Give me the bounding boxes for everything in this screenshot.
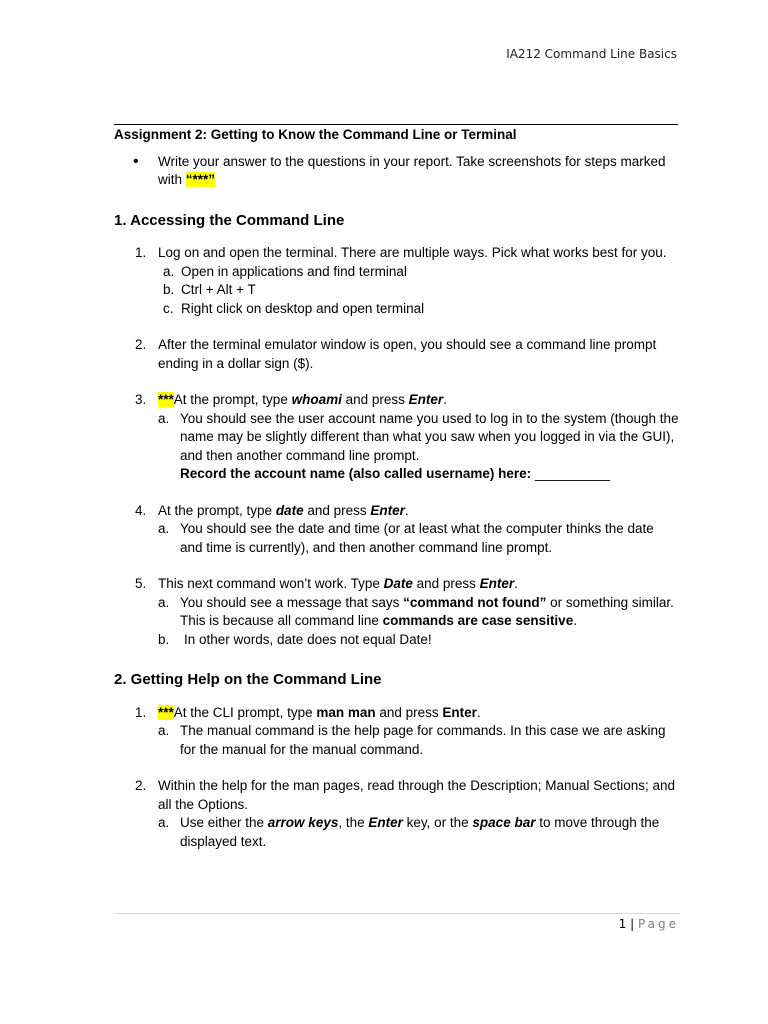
sub-item-text: You should see the user account name you used to log in to the system (though the name may be slightly different than what you saw when you logged in via the GUI), and then another command line prompt. xyxy=(180,410,679,463)
sub-item xyxy=(114,814,680,851)
sub-item-text: Ctrl + Alt + T xyxy=(181,282,256,297)
sub-item-text: , the xyxy=(338,815,369,830)
page-footer xyxy=(619,917,679,931)
key-name: Enter xyxy=(368,815,403,830)
sub-item-text: . xyxy=(573,613,577,628)
sub-item-letter: c. xyxy=(163,300,174,316)
key-name: space bar xyxy=(472,815,536,830)
item-number: 2. xyxy=(135,337,147,352)
item-text: . xyxy=(476,704,481,720)
item-text: At the prompt, type xyxy=(173,392,292,407)
command-name: date xyxy=(275,502,304,518)
command-name: whoami xyxy=(291,392,342,407)
sub-item-text: You should see the date and time (or at least what the computer thinks the date and time is currently), and then another command line prompt. xyxy=(180,521,654,555)
sub-item xyxy=(114,410,680,484)
bullet-icon: • xyxy=(133,152,139,170)
sub-item-text: The manual command is the help page for commands. In this case we are asking for the manual for the manual command. xyxy=(180,723,666,757)
item-text: and press xyxy=(375,704,443,720)
sub-item-text: to move through the displayed text. xyxy=(180,815,660,849)
sub-item-text: Open in applications and find terminal xyxy=(181,263,407,279)
key-name: Enter xyxy=(408,392,444,407)
list-item xyxy=(114,502,680,521)
sub-item xyxy=(114,300,680,319)
key-name: Enter xyxy=(370,502,405,518)
command-name: man man xyxy=(316,704,376,720)
list-item xyxy=(114,391,680,410)
item-text: and press xyxy=(412,576,480,591)
command-name: Date xyxy=(383,576,413,591)
item-number: 5. xyxy=(135,576,147,591)
item-text: After the terminal emulator window is open, you should see a command line prompt ending in a dollar sign ($). xyxy=(158,337,657,371)
sub-item-text: or something similar. This is because all command line xyxy=(180,594,674,628)
sub-item xyxy=(114,594,680,631)
sub-item-letter: b. xyxy=(158,631,170,647)
list-item xyxy=(114,704,680,723)
item-text: . xyxy=(443,392,447,407)
footer-rule xyxy=(114,913,680,914)
item-text: . xyxy=(514,576,518,591)
item-number: 3. xyxy=(135,392,147,407)
list-item xyxy=(114,777,680,814)
sub-item xyxy=(114,281,680,300)
sub-item-letter: a. xyxy=(158,723,170,738)
item-text: At the CLI prompt, type xyxy=(173,704,317,720)
sub-item-text: You should see a message that says xyxy=(180,594,404,610)
screenshot-marker: “***” xyxy=(185,172,216,187)
sub-item-letter: b. xyxy=(163,282,175,297)
sub-item xyxy=(114,520,680,557)
item-text: and press xyxy=(303,502,371,518)
key-name: Enter xyxy=(442,704,477,720)
sub-item-text: Use either the xyxy=(180,815,268,830)
page-number: 1 xyxy=(618,917,627,931)
sub-item-text: Right click on desktop and open terminal xyxy=(181,300,425,316)
list-item xyxy=(114,336,680,373)
emphasis-text: commands are case sensitive xyxy=(382,613,574,628)
section-heading-accessing: 1. Accessing the Command Line xyxy=(114,211,345,229)
item-text: At the prompt, type xyxy=(158,502,276,518)
key-name: Enter xyxy=(479,576,515,591)
page-label: Page xyxy=(637,917,679,931)
list-item xyxy=(114,575,680,594)
key-name: arrow keys xyxy=(267,815,339,830)
sub-item-text: In other words, date does not equal Date! xyxy=(184,631,432,647)
screenshot-marker: *** xyxy=(158,392,174,407)
list-item xyxy=(114,244,680,263)
item-text: Within the help for the man pages, read through the Description; Manual Sections; and all the Options. xyxy=(158,778,676,812)
sub-item xyxy=(114,722,680,759)
section-heading-help: 2. Getting Help on the Command Line xyxy=(114,671,382,688)
item-number: 2. xyxy=(135,778,147,793)
screenshot-marker: *** xyxy=(158,704,174,720)
footer-separator: | xyxy=(626,917,638,931)
record-prompt: Record the account name (also called username) here: xyxy=(180,466,532,481)
answer-blank: __________ xyxy=(531,466,610,481)
item-text: Log on and open the terminal. There are multiple ways. Pick what works best for you. xyxy=(158,245,667,260)
sub-item xyxy=(114,631,680,650)
sub-item-letter: a. xyxy=(158,410,170,426)
item-number: 1. xyxy=(135,704,147,720)
item-number: 1. xyxy=(135,245,147,260)
intro-bullet xyxy=(114,153,680,190)
document-body xyxy=(114,126,680,851)
item-text: and press xyxy=(341,392,409,407)
header-rule xyxy=(114,124,678,125)
assignment-title: Assignment 2: Getting to Know the Command Line or Terminal xyxy=(114,127,517,142)
intro-text: Write your answer to the questions in your report. Take screenshots for steps marked with xyxy=(158,153,666,187)
item-text: . xyxy=(404,502,409,518)
sub-item-text: key, or the xyxy=(402,815,473,830)
sub-item-letter: a. xyxy=(158,521,170,536)
item-text: This next command won’t work. Type xyxy=(158,576,384,591)
sub-item-letter: a. xyxy=(158,594,170,610)
sub-item-letter: a. xyxy=(158,815,170,830)
sub-item xyxy=(114,263,680,282)
sub-item-letter: a. xyxy=(163,263,175,279)
error-message: “command not found” xyxy=(403,594,547,610)
page-header: IA212 Command Line Basics xyxy=(506,47,677,61)
item-number: 4. xyxy=(135,502,147,518)
